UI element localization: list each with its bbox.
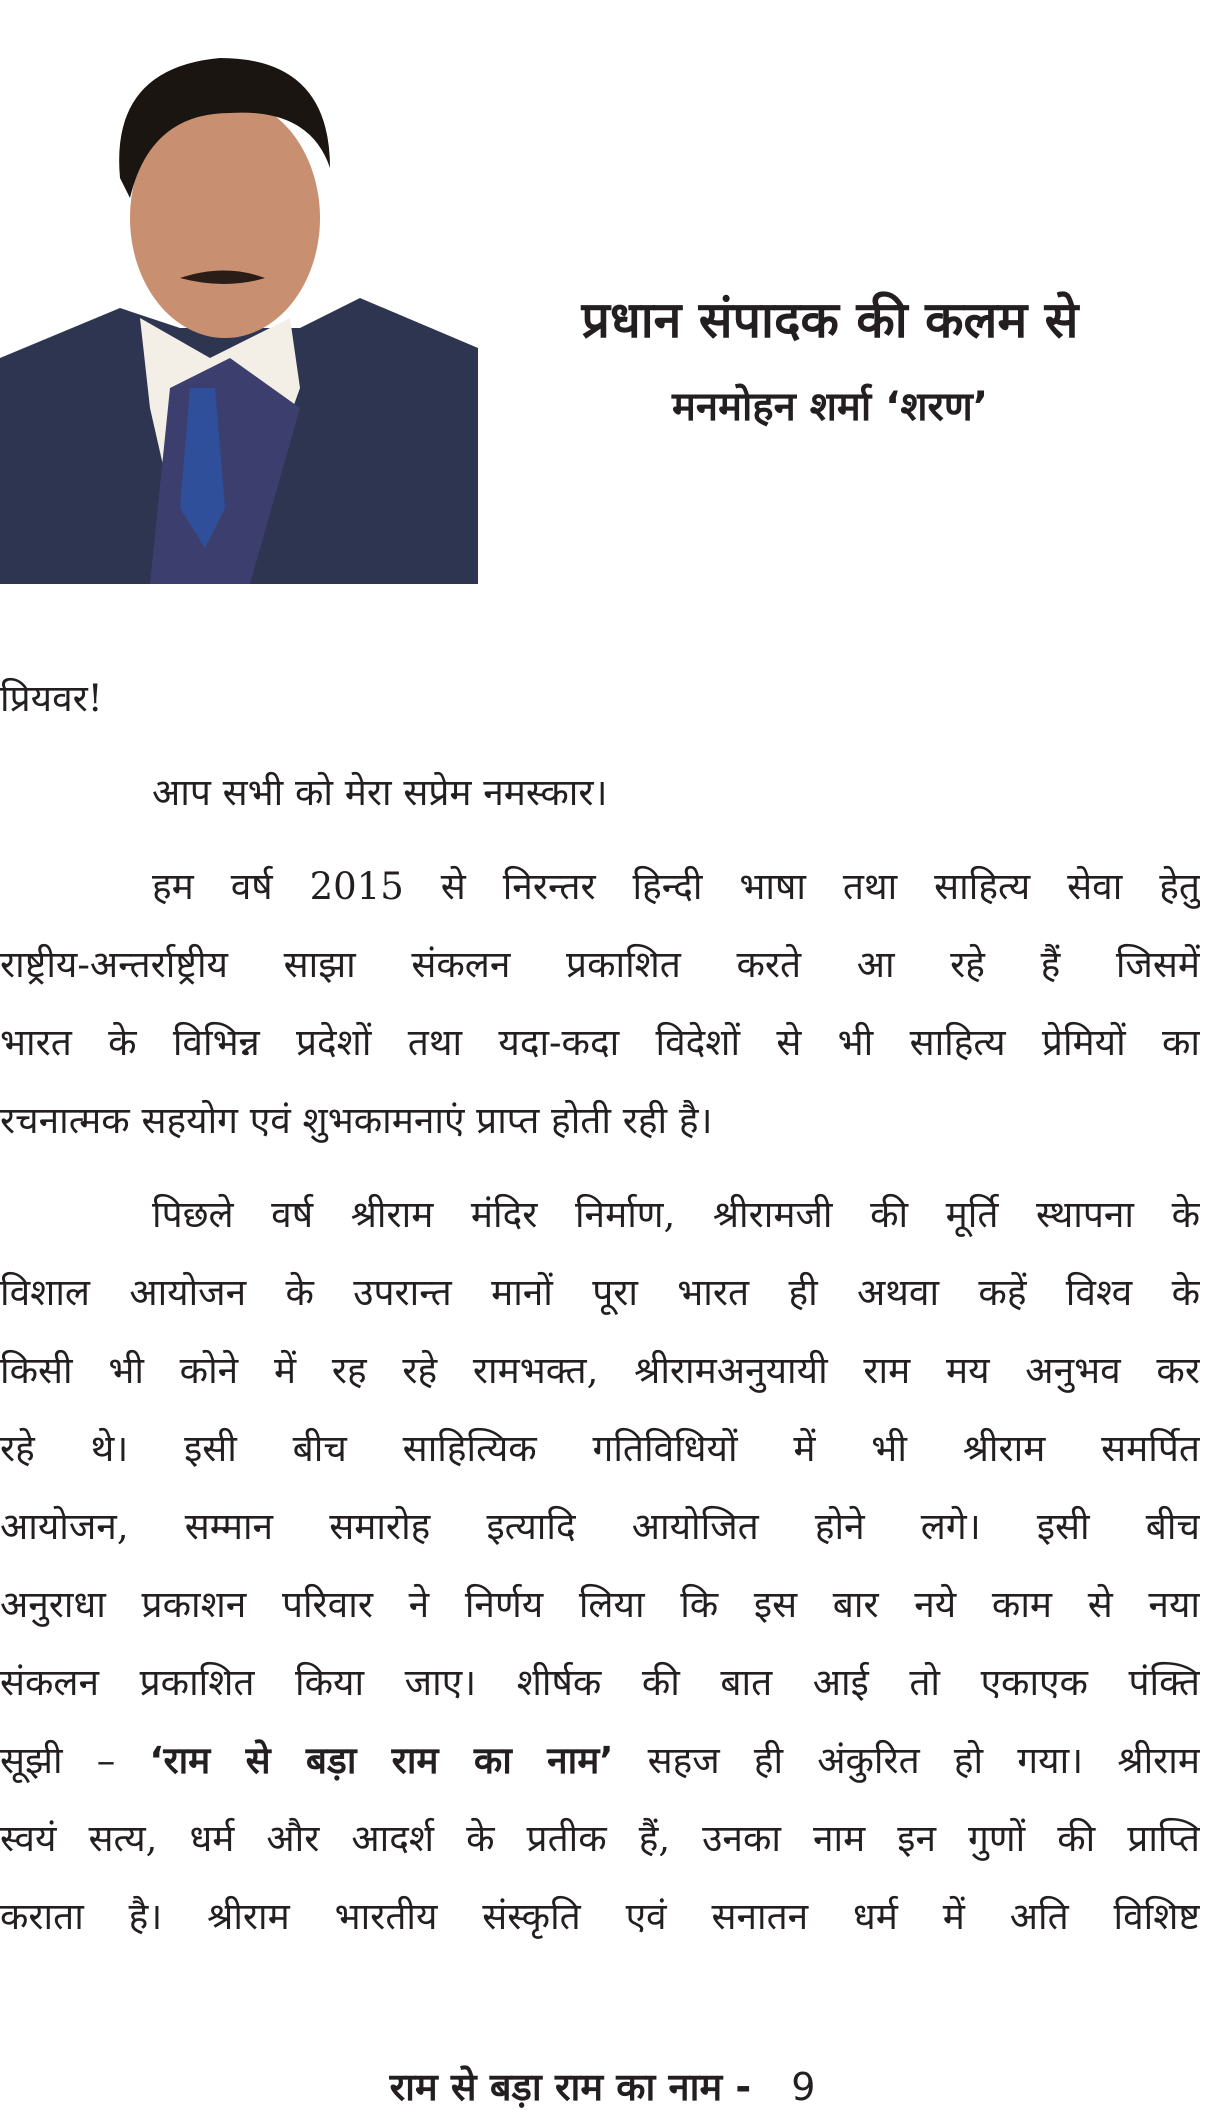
page-footer bbox=[0, 2060, 1205, 2112]
editor-portrait-photo bbox=[0, 28, 478, 584]
paragraph-line: विशाल आयोजन के उपरान्त मानों पूरा भारत ही अथवा कहें विश्व के bbox=[0, 1271, 1200, 1314]
author-name: मनमोहन शर्मा ‘शरण’ bbox=[671, 384, 989, 430]
paragraph-line: राष्ट्रीय-अन्तर्राष्ट्रीय साझा संकलन प्रकाशित करते आ रहे हैं जिसमें bbox=[0, 943, 1200, 986]
paragraph-line: हम वर्ष 2015 से निरन्तर हिन्दी भाषा तथा साहित्य सेवा हेतु bbox=[152, 865, 1200, 908]
paragraph-line: भारत के विभिन्न प्रदेशों तथा यदा-कदा विदेशों से भी साहित्य प्रेमियों का bbox=[0, 1021, 1200, 1064]
letter-body bbox=[0, 660, 1200, 1956]
paragraph-line: कराता है। श्रीराम भारतीय संस्कृति एवं सनातन धर्म में अति विशिष्ट bbox=[0, 1895, 1200, 1938]
section-title: प्रधान संपादक की कलम से bbox=[581, 291, 1079, 349]
paragraph-line: संकलन प्रकाशित किया जाए। शीर्षक की बात आई तो एकाएक पंक्ति bbox=[0, 1661, 1200, 1704]
paragraph-line: आयोजन, सम्मान समारोह इत्यादि आयोजित होने लगे। इसी बीच bbox=[0, 1505, 1200, 1548]
paragraph-line: पिछले वर्ष श्रीराम मंदिर निर्माण, श्रीरामजी की मूर्ति स्थापना के bbox=[152, 1193, 1200, 1236]
line-prefix: सूझी – bbox=[0, 1739, 150, 1782]
paragraph-line bbox=[0, 1722, 1200, 1800]
paragraph-line: अनुराधा प्रकाशन परिवार ने निर्णय लिया कि इस बार नये काम से नया bbox=[0, 1583, 1200, 1626]
greeting: आप सभी को मेरा सप्रेम नमस्कार। bbox=[152, 771, 608, 814]
paragraph-line: किसी भी कोने में रह रहे रामभक्त, श्रीरामअनुयायी राम मय अनुभव कर bbox=[0, 1349, 1200, 1392]
page-number: 9 bbox=[791, 2065, 816, 2109]
book-title-quote: ‘राम से बड़ा राम का नाम’ bbox=[149, 1739, 614, 1782]
footer-book-title: राम से बड़ा राम का नाम - bbox=[389, 2065, 752, 2109]
paragraph-line: रचनात्मक सहयोग एवं शुभकामनाएं प्राप्त होती रही है। bbox=[0, 1099, 713, 1142]
salutation: प्रियवर! bbox=[0, 677, 103, 720]
paragraph-line: स्वयं सत्य, धर्म और आदर्श के प्रतीक हैं, उनका नाम इन गुणों की प्राप्ति bbox=[0, 1817, 1200, 1860]
paragraph-line: रहे थे। इसी बीच साहित्यिक गतिविधियों में भी श्रीराम समर्पित bbox=[0, 1427, 1200, 1470]
line-suffix: सहज ही अंकुरित हो गया। श्रीराम bbox=[613, 1739, 1200, 1782]
